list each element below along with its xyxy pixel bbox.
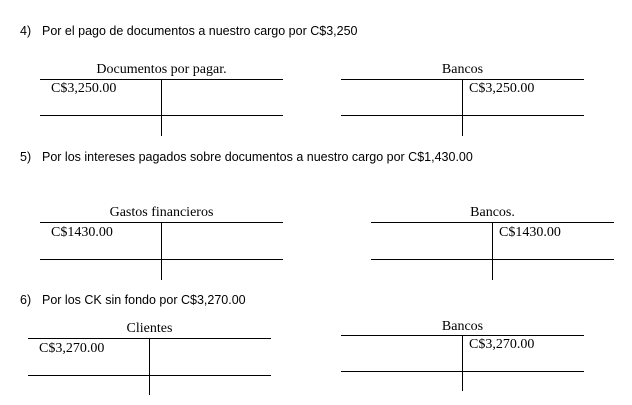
credit-amount: C$1430.00 (499, 225, 561, 240)
debit-amount: C$1430.00 (51, 225, 113, 240)
entry-text: Por el pago de documentos a nuestro cargo por C$3,250 (42, 24, 358, 38)
credit-amount: C$3,270.00 (469, 337, 535, 352)
t-account-clientes (28, 321, 271, 395)
t-account-bancos (341, 62, 584, 137)
entry-number: 4) (20, 24, 32, 38)
debit-amount: C$3,270.00 (39, 341, 105, 356)
account-title: Bancos (441, 62, 484, 77)
account-title: Documentos por pagar. (96, 62, 227, 77)
account-title: Bancos. (470, 205, 515, 220)
t-account-divider (492, 222, 493, 280)
t-account-divider (462, 79, 463, 136)
t-account-documentos-por-pagar (40, 62, 283, 137)
t-account-divider (149, 338, 150, 395)
debit-amount: C$3,250.00 (51, 81, 117, 96)
entry-5-description (20, 150, 473, 164)
t-account-divider (161, 79, 162, 136)
entry-text: Por los intereses pagados sobre documentos a nuestro cargo por C$1,430.00 (42, 150, 473, 164)
entry-number: 6) (20, 293, 32, 307)
account-title: Gastos financieros (109, 205, 214, 220)
t-account-bancos (371, 205, 614, 281)
t-account-divider (462, 335, 463, 391)
entry-number: 5) (20, 150, 32, 164)
account-title: Bancos (441, 319, 484, 334)
entry-6-description (20, 293, 246, 307)
t-account-gastos-financieros (40, 205, 283, 281)
account-title: Clientes (126, 321, 173, 336)
t-account-divider (161, 222, 162, 280)
entry-4-description (20, 24, 358, 38)
credit-amount: C$3,250.00 (469, 81, 535, 96)
entry-text: Por los CK sin fondo por C$3,270.00 (42, 293, 246, 307)
t-account-bancos (341, 319, 584, 391)
